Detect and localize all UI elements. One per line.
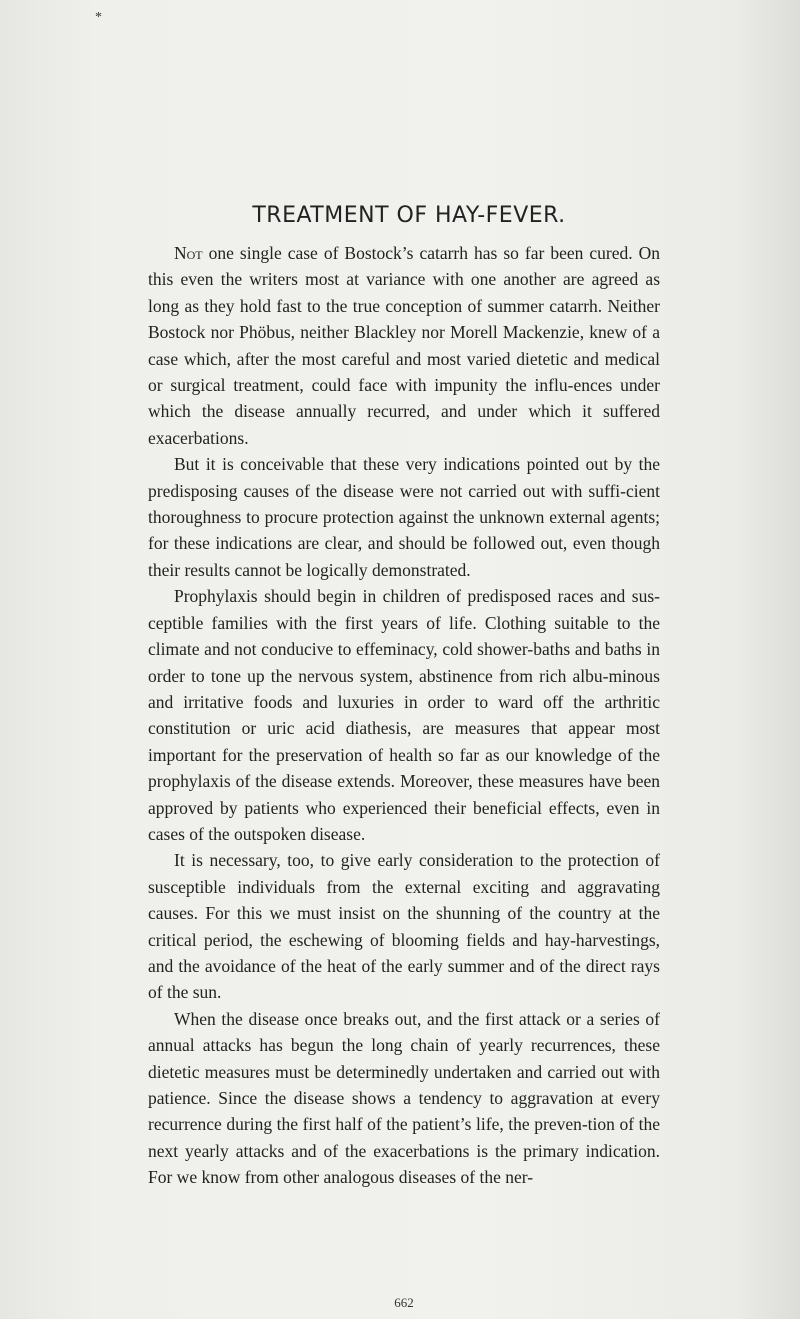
- paragraph-1-text: one single case of Bostock’s catarrh has so far been cured. On this even the writers most at variance with one another are agreed as long as they hold fast to the true conception of summer catarrh. Neither Bostock nor Phöbus, neither Blackley nor Morell Mackenzie, knew of a case which, after the most careful and most varied dietetic and medical or surgical treatment, could face with impunity the influ-ences under which the disease annually recurred, and under which it suffered exacerbations.: [148, 243, 660, 448]
- paragraph-2: But it is conceivable that these very indications pointed out by the predisposing causes of the disease were not carried out with suffi-cient thoroughness to procure protection against the unknown external agents; for these indications are clear, and should be followed out, even though their results cannot be logically demonstrated.: [148, 454, 660, 580]
- paragraph-4: It is necessary, too, to give early consideration to the protection of susceptible individuals from the external exciting and aggravating causes. For this we must insist on the shunning of the country at the critical period, the eschewing of blooming fields and hay-harvestings, and the avoidance of the heat of the early summer and of the direct rays of the sun.: [148, 850, 660, 1003]
- paragraph-5: When the disease once breaks out, and the first attack or a series of annual attacks has begun the long chain of yearly recurrences, these dietetic measures must be determinedly undertaken and carried out with patience. Since the disease shows a tendency to aggravation at every recurrence during the first half of the patient’s life, the preven-tion of the next yearly attacks and of the exacerbations is the primary indication. For we know from other analogous diseases of the ner-: [148, 1008, 660, 1188]
- body-text: [148, 240, 660, 1191]
- paragraph-1: [148, 240, 660, 451]
- paragraph-lead-word: Not: [174, 243, 203, 263]
- paragraph-3: Prophylaxis should begin in children of predisposed races and sus-ceptible families with the first years of life. Clothing suitable to the climate and not conducive to effeminacy, cold shower-baths and baths in order to tone up the nervous system, abstinence from rich albu-minous and irritative foods and luxuries in order to ward off the arthritic constitution or uric acid diathesis, are measures that appear most important for the preservation of health so far as our knowledge of the prophylaxis of the disease extends. Moreover, these measures have been approved by patients who experienced their beneficial effects, even in cases of the outspoken disease.: [148, 586, 660, 844]
- chapter-title: TREATMENT OF HAY-FEVER.: [252, 203, 566, 228]
- page-number: 662: [394, 1295, 414, 1310]
- margin-mark: *: [95, 10, 102, 25]
